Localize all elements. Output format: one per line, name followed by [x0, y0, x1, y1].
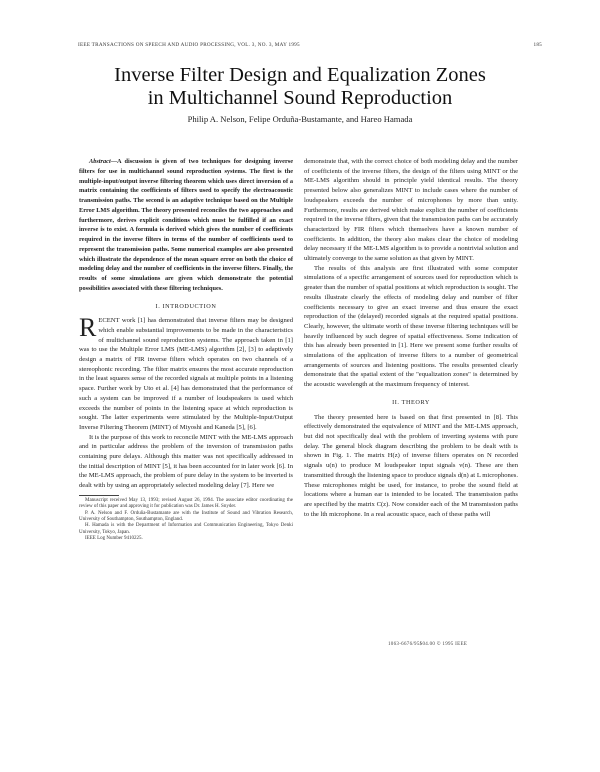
right-paragraph-2: The results of this analysis are first illustrated with some computer simulations of a specific arrangement of sources used for reproduction which is greater than the number of spatial positions at which reproduction is sought. The results illustrate clearly the effects of modeling delay and number of filter coefficients necessary to give an exact inverse and thus ensure the exact reproduction of the (delayed) recorded signals at the required spatial positions. Clearly, however, the ultimate worth of these inverse filtering techniques will be heavily influenced by such degree of spatial effectiveness. Some indication of this has already been presented in [1]. Here we present some further results of simulations of the application of inverse filters to a number of geometrical arrangements of sources and listening positions. The results presented clearly demonstrate that the spatial extent of the "equalization zones" is determined by the acoustic wavelength at the maximum frequency of interest. [304, 264, 518, 389]
intro-text-1: work [1] has demonstrated that inverse filters may be designed which enable substantial improvements to be made in the characteristics of multichannel sound reproduction systems. The approach taken in [1] was to use the Multiple Error LMS (ME-LMS) algorithm [2], [3] to adaptively design a matrix of FIR inverse filters which operates on two channels of a stereophonic recording. The filter matrix ensures the most accurate reproduction in the least squares sense of the recorded signals at multiple points in a listening space. Further work by Uto et al. [4] has demonstrated that the performance of such a system can be improved if a number of loudspeakers is used which exceeds the number of points in the listening space at which reproduction is sought. The latter experiments were stimulated by the Multiple-Input/Output Inverse Filtering Theorem (MINT) of Miyoshi and Kaneda [5], [6]. [79, 317, 293, 431]
drop-cap: R [79, 313, 97, 343]
left-column [79, 157, 293, 543]
title-line-2: in Multichannel Sound Reproduction [147, 87, 453, 109]
page-number: 185 [533, 42, 542, 48]
running-header [78, 42, 542, 48]
abstract-text: A discussion is given of two techniques for designing inverse filters for use in multichannel sound reproduction systems. The first is the multiple-input/output inverse filtering theorem which uses direct inversion of a matrix containing the coefficients of filters used to specify the electroacoustic transmission paths. The second is an adaptive technique based on the Multiple Error LMS algorithm. The theory presented reconciles the two approaches and furthermore, derives explicit conditions which must be fulfilled if an exact inverse is to exist. A formula is derived which gives the number of coefficients required in the inverse filters in terms of the number of coefficients used to represent the transmission paths. Some numerical examples are also presented which illustrate the dependence of the mean square error on both the choice of modeling delay and the number of coefficients in the inverse filters. Finally, the results of some simulations are given which demonstrate the potential possibilities associated with these filtering techniques. [79, 158, 293, 292]
intro-paragraph-2: It is the purpose of this work to reconcile MINT with the ME-LMS approach and in particular address the problem of the inversion of transmission paths containing pure delays. Although this matter was not specifically addressed in the initial description of MINT [5], it has been accounted for in later work [6]. In the ME-LMS approach, the problem of pure delay in the system to be inverted is dealt with by using an appropriately selected modeling delay [7]. Here we [79, 433, 293, 490]
section-heading-introduction: I. INTRODUCTION [155, 302, 217, 310]
footnote-divider [79, 495, 119, 496]
theory-paragraph-1: The theory presented here is based on that first presented in [8]. This effectively demonstrated the equivalence of MINT and the ME-LMS approach, but did not specifically deal with the problem of inverting systems with pure delay. The general block diagram describing the problem to be dealt with is shown in Fig. 1. The matrix H(z) of inverse filters operates on N recorded signals u(n) to produce M loudspeaker input signals v(n). These are then transmitted through the listening space to produce signals d(n) at L microphones. These microphones might be used, for instance, to probe the sound field at locations where a human ear is intended to be located. The transmission paths are specified by the matrix C(z). Now consider each of the M transmission paths to the lth microphone. In a real acoustic space, each of these paths will [304, 413, 518, 518]
right-paragraph-1: demonstrate that, with the correct choice of both modeling delay and the number of coefficients of the inverse filters, the design of the filters using MINT or the ME-LMS algorithm should in principle yield identical results. The theory presented below also generalizes MINT to include cases where the number of loudspeakers exceeds the number of microphones by more than unity. Furthermore, results are derived which make explicit the number of coefficients required in the inverse filters, given that the transmission paths can be accurately characterized by FIR filters which themselves have a known number of coefficients. In addition, the theory also makes clear the choice of modeling delay necessary if the ME-LMS algorithm is to provide a nontrivial solution and ultimately converge to the same solution as that given by MINT. [304, 158, 518, 263]
footnote-affiliation-1: P. A. Nelson and F. Orduña-Bustamante are with the Institute of Sound and Vibration Research, University of Southampton, Southampton, England. [79, 510, 293, 523]
journal-header: IEEE TRANSACTIONS ON SPEECH AND AUDIO PROCESSING, VOL. 3, NO. 3, MAY 1995 [78, 42, 300, 48]
right-column [304, 157, 518, 519]
copyright-notice: 1063-6676/95$04.00 © 1995 IEEE [388, 642, 468, 647]
abstract-lead: Abstract— [89, 158, 117, 165]
section-heading-theory: II. THEORY [392, 398, 430, 406]
intro-paragraph-1 [79, 313, 293, 432]
footnote-affiliation-2: H. Hamada is with the Department of Information and Communication Engineering, Tokyo Denki University, Tokyo, Japan. [79, 523, 293, 535]
footnote-log-number: IEEE Log Number 9410225. [85, 536, 143, 542]
footnote-manuscript: Manuscript received May 13, 1993; revised August 26, 1994. The associate editor coordinating the review of this paper and approving it for publication was Dr. James H. Snyder. [79, 497, 293, 510]
title-line-1: Inverse Filter Design and Equalization Zones [114, 64, 486, 86]
author-list: Philip A. Nelson, Felipe Orduña-Bustamante, and Hareo Hamada [187, 114, 413, 124]
intro-smallcaps: ECENT [98, 317, 120, 325]
abstract [79, 157, 293, 294]
footnotes [79, 498, 293, 543]
paper-title [0, 64, 600, 110]
